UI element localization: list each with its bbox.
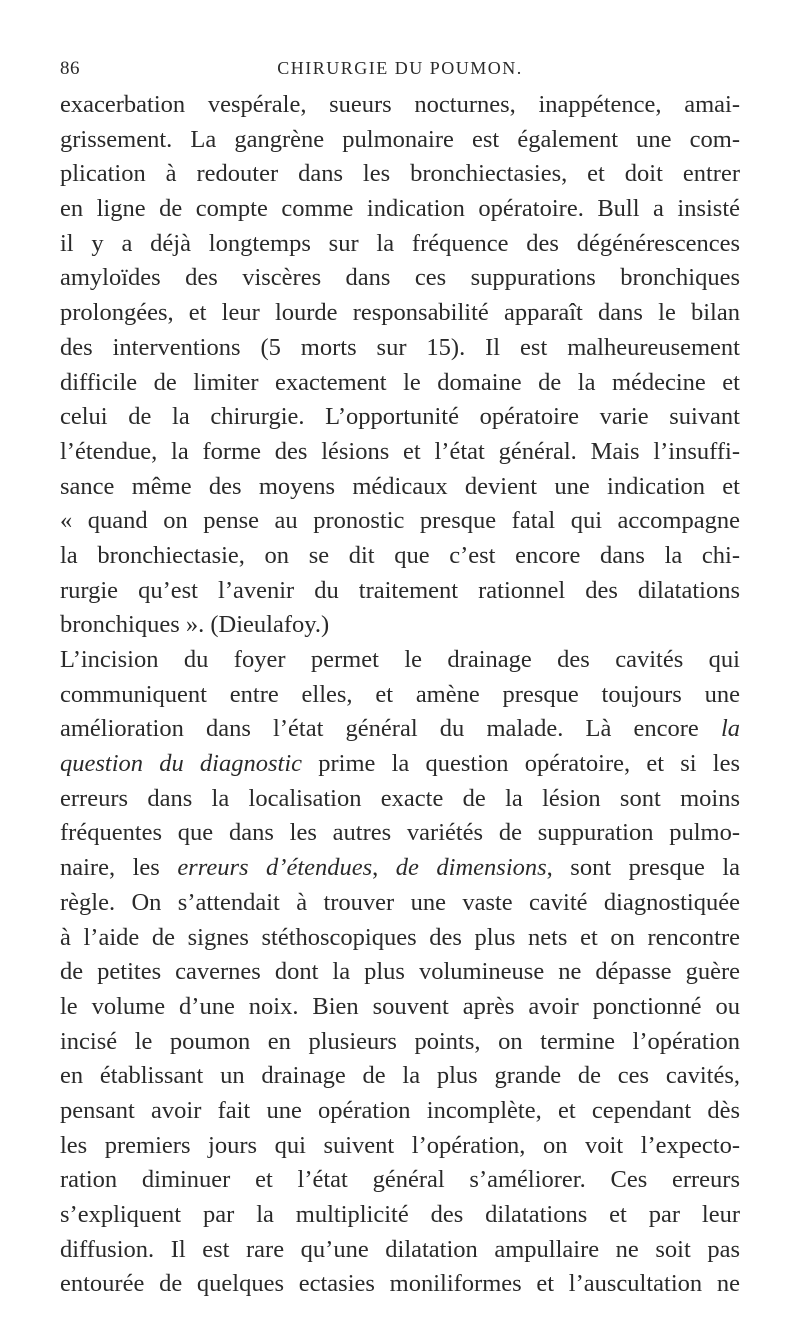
- text-segment: prime la question opératoire, et si les: [302, 750, 740, 778]
- text-segment: erreurs dans la localisation exacte de la lésion sont moins: [60, 784, 740, 812]
- text-line: [60, 747, 740, 782]
- text-line: [60, 574, 740, 609]
- text-line: [60, 366, 740, 401]
- text-line: [60, 157, 740, 192]
- text-segment: pensant avoir fait une opération incomplète, et cependant dès: [60, 1096, 740, 1124]
- text-segment: la: [720, 715, 740, 743]
- text-segment: naire, les: [60, 854, 178, 882]
- text-line: [60, 678, 740, 713]
- text-segment: erreurs d’étendues: [177, 854, 373, 882]
- text-line: [60, 1129, 740, 1164]
- text-segment: L’incision du foyer permet le drainage des cavités qui: [60, 646, 740, 673]
- running-head: [60, 58, 740, 88]
- text-line: [60, 1025, 740, 1060]
- text-segment: celui de la chirurgie. L’opportunité opératoire varie suivant: [60, 403, 740, 431]
- text-segment: entourée de quelques ectasies moniliformes et l’auscultation ne: [60, 1270, 740, 1298]
- text-line: [60, 435, 740, 470]
- text-line: [60, 1094, 740, 1129]
- text-line: [60, 851, 740, 886]
- text-segment: les premiers jours qui suivent l’opération, on voit l’expecto-: [60, 1131, 740, 1159]
- text-line: [60, 1267, 740, 1302]
- text-segment: difficile de limiter exactement le domaine de la médecine et: [60, 368, 740, 396]
- text-line: [60, 1163, 740, 1198]
- text-segment: exacerbation vespérale, sueurs nocturnes, inappétence, amai-: [60, 91, 740, 118]
- text-line: [60, 608, 740, 643]
- text-segment: de petites cavernes dont la plus volumineuse ne dépasse guère: [60, 958, 740, 986]
- text-line: [60, 331, 740, 366]
- text-line: [60, 539, 740, 574]
- text-segment: règle. On s’attendait à trouver une vaste cavité diagnostiquée: [60, 888, 740, 916]
- text-segment: sance même des moyens médicaux devient une indication et: [60, 472, 740, 500]
- text-segment: amyloïdes des viscères dans ces suppurations bronchiques: [60, 264, 740, 292]
- text-line: [60, 261, 740, 296]
- text-line: [60, 955, 740, 990]
- text-segment: des interventions (5 morts sur 15). Il est malheureusement: [60, 333, 740, 361]
- text-line: [60, 88, 740, 123]
- text-segment: rurgie qu’est l’avenir du traitement rationnel des dilatations: [60, 576, 740, 604]
- text-segment: bronchiques ». (Dieulafoy.): [60, 611, 330, 639]
- text-segment: « quand on pense au pronostic presque fatal qui accompagne: [60, 507, 740, 535]
- text-segment: la bronchiectasie, on se dit que c’est encore dans la chi-: [60, 541, 740, 569]
- running-title: CHIRURGIE DU POUMON.: [277, 58, 523, 78]
- text-segment: le volume d’une noix. Bien souvent après avoir ponctionné ou: [60, 992, 740, 1020]
- text-line: [60, 816, 740, 851]
- text-segment: ration diminuer et l’état général s’améliorer. Ces erreurs: [60, 1166, 740, 1194]
- text-segment: prolongées, et leur lourde responsabilité apparaît dans le bilan: [60, 299, 740, 327]
- text-segment: fréquentes que dans les autres variétés de suppuration pulmo-: [60, 819, 740, 847]
- body-text: [60, 88, 740, 1302]
- text-line: [60, 990, 740, 1025]
- text-line: [60, 782, 740, 817]
- text-line: [60, 123, 740, 158]
- text-segment: communiquent entre elles, et amène presque toujours une: [60, 680, 740, 708]
- text-segment: amélioration dans l’état général du malade. Là encore: [60, 715, 721, 743]
- text-line: [60, 470, 740, 505]
- text-segment: en établissant un drainage de la plus grande de ces cavités,: [60, 1062, 740, 1090]
- text-line: [60, 1059, 740, 1094]
- text-line: [60, 712, 740, 747]
- text-line: [60, 921, 740, 956]
- text-segment: de dimensions: [395, 854, 547, 882]
- text-line: [60, 400, 740, 435]
- text-segment: question du diagnostic: [60, 750, 303, 778]
- text-segment: ,: [372, 854, 396, 882]
- text-line: [60, 1233, 740, 1268]
- text-segment: plication à redouter dans les bronchiectasies, et doit entrer: [60, 160, 740, 188]
- text-line: [60, 1198, 740, 1233]
- text-segment: en ligne de compte comme indication opératoire. Bull a insisté: [60, 195, 740, 223]
- text-line: [60, 296, 740, 331]
- text-line: [60, 504, 740, 539]
- text-segment: grissement. La gangrène pulmonaire est également une com-: [60, 125, 740, 153]
- text-segment: il y a déjà longtemps sur la fréquence des dégénérescences: [60, 229, 740, 257]
- text-segment: s’expliquent par la multiplicité des dilatations et par leur: [60, 1201, 740, 1228]
- page-number: 86: [60, 58, 80, 79]
- text-segment: incisé le poumon en plusieurs points, on termine l’opération: [60, 1027, 740, 1055]
- text-line: [60, 227, 740, 262]
- text-line: [60, 886, 740, 921]
- text-segment: , sont presque la: [546, 854, 740, 882]
- text-line: [60, 192, 740, 227]
- text-segment: à l’aide de signes stéthoscopiques des plus nets et on rencontre: [60, 923, 740, 951]
- text-segment: l’étendue, la forme des lésions et l’état général. Mais l’insuffi-: [60, 437, 740, 465]
- text-line: [60, 643, 740, 678]
- text-segment: diffusion. Il est rare qu’une dilatation ampullaire ne soit pas: [60, 1235, 740, 1263]
